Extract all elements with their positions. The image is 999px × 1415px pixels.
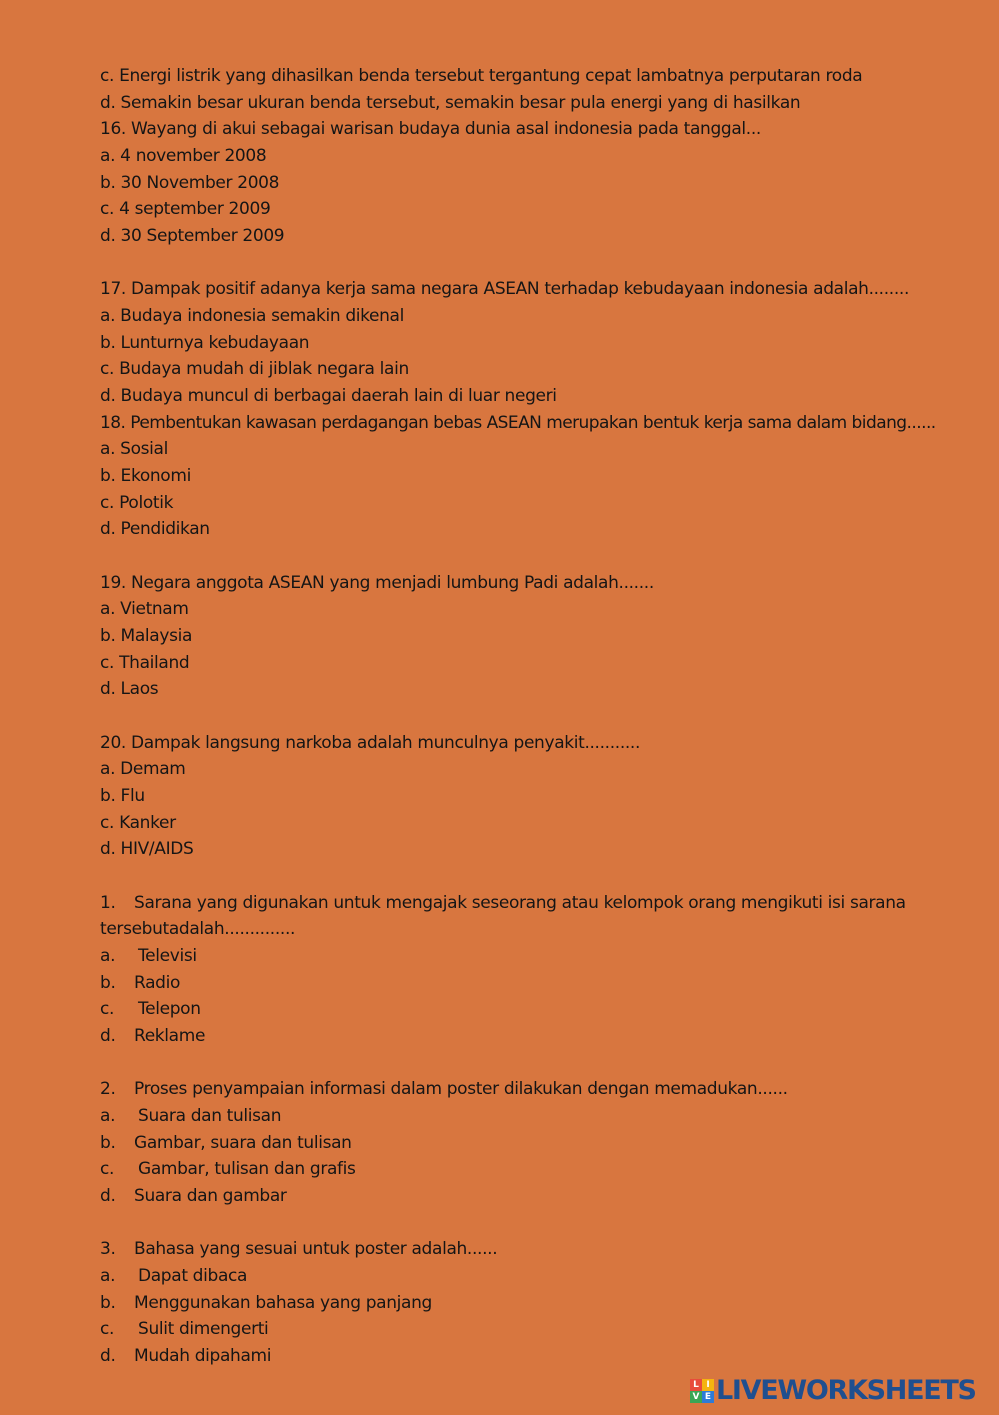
logo-letter-e: E xyxy=(702,1391,714,1403)
q2-option-b-text: Gambar, suara dan tulisan xyxy=(134,1133,352,1153)
liveworksheets-logo[interactable] xyxy=(690,1376,976,1406)
q2-option-b xyxy=(100,1132,352,1154)
q15-option-d: d. Semakin besar ukuran benda tersebut, semakin besar pula energi yang di hasilkan xyxy=(100,93,801,113)
q2-option-d xyxy=(100,1185,287,1207)
q3-option-a-label: a. xyxy=(100,1266,116,1286)
q15-option-c: c. Energi listrik yang dihasilkan benda tersebut tergantung cepat lambatnya perputaran roda xyxy=(100,66,863,86)
q1-option-d xyxy=(100,1025,205,1047)
q2-option-a-label: a. xyxy=(100,1106,116,1126)
q3-option-c xyxy=(100,1318,268,1340)
q1-option-b xyxy=(100,972,180,994)
q19-option-c: c. Thailand xyxy=(100,653,190,673)
q1-number: 1. xyxy=(100,893,116,913)
q1-question-cont: tersebutadalah.............. xyxy=(100,919,296,939)
q3-text: Bahasa yang sesuai untuk poster adalah...... xyxy=(134,1239,498,1259)
q18-option-c: c. Polotik xyxy=(100,493,174,513)
q19-option-b: b. Malaysia xyxy=(100,626,193,646)
q1-option-d-text: Reklame xyxy=(134,1026,206,1046)
q17-option-b: b. Lunturnya kebudayaan xyxy=(100,333,310,353)
q3-option-a xyxy=(100,1265,247,1287)
logo-letter-i: I xyxy=(702,1379,714,1391)
q2-option-c xyxy=(100,1158,356,1180)
q20-option-b: b. Flu xyxy=(100,786,145,806)
q3-option-b-text: Menggunakan bahasa yang panjang xyxy=(134,1293,432,1313)
q1-option-c-text: Telepon xyxy=(138,999,201,1019)
q1-option-b-text: Radio xyxy=(134,973,181,993)
q19-question: 19. Negara anggota ASEAN yang menjadi lumbung Padi adalah....... xyxy=(100,573,654,593)
q3-question xyxy=(100,1238,497,1260)
q3-option-d-label: d. xyxy=(100,1346,116,1366)
q18-option-a: a. Sosial xyxy=(100,439,168,459)
q1-option-c-label: c. xyxy=(100,999,115,1019)
q3-option-d-text: Mudah dipahami xyxy=(134,1346,272,1366)
q20-option-c: c. Kanker xyxy=(100,813,176,833)
logo-letter-v: V xyxy=(690,1391,702,1403)
q1-option-c xyxy=(100,998,201,1020)
q1-question xyxy=(100,892,906,914)
q2-text: Proses penyampaian informasi dalam poster dilakukan dengan memadukan...... xyxy=(134,1079,788,1099)
q3-option-d xyxy=(100,1345,271,1367)
logo-letter-l: L xyxy=(690,1379,702,1391)
q3-number: 3. xyxy=(100,1239,116,1259)
q2-option-a xyxy=(100,1105,281,1127)
q18-question: 18. Pembentukan kawasan perdagangan bebas ASEAN merupakan bentuk kerja sama dalam bidang...... xyxy=(100,413,936,433)
q1-option-d-label: d. xyxy=(100,1026,116,1046)
q1-option-b-label: b. xyxy=(100,973,116,993)
q3-option-b xyxy=(100,1292,432,1314)
q18-option-d: d. Pendidikan xyxy=(100,519,210,539)
q17-option-d: d. Budaya muncul di berbagai daerah lain di luar negeri xyxy=(100,386,557,406)
q1-option-a-label: a. xyxy=(100,946,116,966)
q1-option-a-text: Televisi xyxy=(138,946,197,966)
q2-option-c-text: Gambar, tulisan dan grafis xyxy=(138,1159,356,1179)
q2-option-d-text: Suara dan gambar xyxy=(134,1186,287,1206)
q20-question: 20. Dampak langsung narkoba adalah munculnya penyakit........... xyxy=(100,733,641,753)
q18-option-b: b. Ekonomi xyxy=(100,466,191,486)
q17-option-c: c. Budaya mudah di jiblak negara lain xyxy=(100,359,409,379)
q16-question: 16. Wayang di akui sebagai warisan budaya dunia asal indonesia pada tanggal... xyxy=(100,119,761,139)
q2-option-c-label: c. xyxy=(100,1159,115,1179)
q19-option-a: a. Vietnam xyxy=(100,599,189,619)
q17-option-a: a. Budaya indonesia semakin dikenal xyxy=(100,306,404,326)
q19-option-d: d. Laos xyxy=(100,679,159,699)
q20-option-a: a. Demam xyxy=(100,759,186,779)
q3-option-b-label: b. xyxy=(100,1293,116,1313)
q3-option-c-label: c. xyxy=(100,1319,115,1339)
q16-option-a: a. 4 november 2008 xyxy=(100,146,267,166)
q2-option-d-label: d. xyxy=(100,1186,116,1206)
q20-option-d: d. HIV/AIDS xyxy=(100,839,194,859)
q2-option-a-text: Suara dan tulisan xyxy=(138,1106,282,1126)
q2-question xyxy=(100,1078,788,1100)
q2-option-b-label: b. xyxy=(100,1133,116,1153)
live-grid-icon xyxy=(690,1379,714,1403)
q16-option-b: b. 30 November 2008 xyxy=(100,173,280,193)
q3-option-c-text: Sulit dimengerti xyxy=(138,1319,269,1339)
q3-option-a-text: Dapat dibaca xyxy=(138,1266,248,1286)
q2-number: 2. xyxy=(100,1079,116,1099)
q1-text: Sarana yang digunakan untuk mengajak seseorang atau kelompok orang mengikuti isi sarana xyxy=(134,893,906,913)
q16-option-c: c. 4 september 2009 xyxy=(100,199,271,219)
q1-option-a xyxy=(100,945,197,967)
q17-question: 17. Dampak positif adanya kerja sama negara ASEAN terhadap kebudayaan indonesia adalah........ xyxy=(100,279,909,299)
logo-text: LIVEWORKSHEETS xyxy=(716,1375,976,1406)
q16-option-d: d. 30 September 2009 xyxy=(100,226,285,246)
